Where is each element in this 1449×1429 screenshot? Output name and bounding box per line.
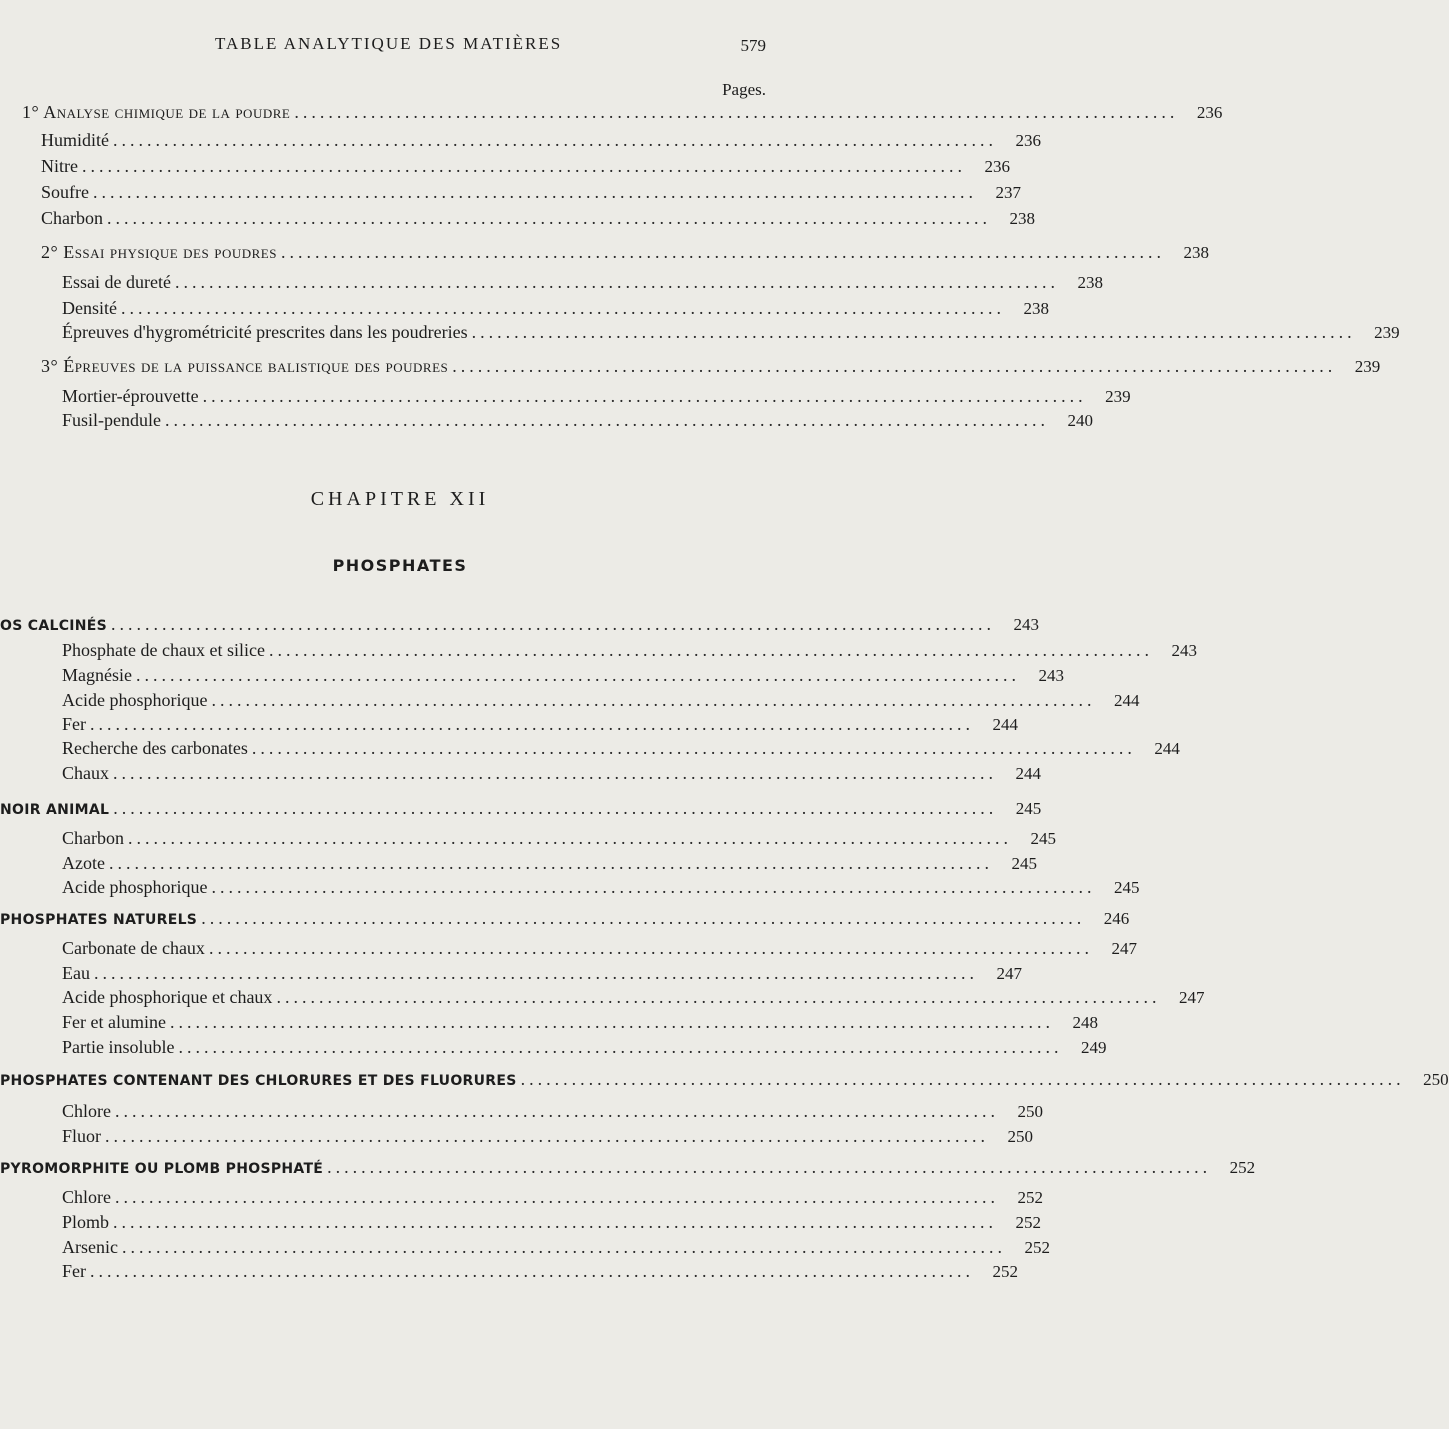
pages-column-label: Pages.: [722, 80, 766, 99]
toc-page-number: 239: [1354, 357, 1381, 376]
chapter-title: CHAPITRE XII: [310, 488, 490, 510]
toc-heading-row: [0, 906, 1130, 930]
leader-dots: ........................................................................................................: [108, 853, 993, 873]
leader-dots: ........................................................................................................: [90, 714, 974, 734]
leader-dots: ........................................................................................................: [113, 1212, 998, 1232]
leader-dots: ........................................................................................................: [128, 828, 1012, 848]
toc-page-number: 252: [1015, 1213, 1042, 1232]
toc-page-number: 239: [1374, 323, 1400, 342]
toc-heading-label: 2° Essai physique des poudres: [41, 242, 277, 262]
toc-entry-row: [0, 1010, 1098, 1034]
toc-entry-label: Fer: [62, 714, 86, 734]
toc-page-number: 236: [1196, 103, 1223, 122]
toc-page-number: 249: [1080, 1038, 1107, 1057]
leader-dots: ........................................................................................................: [174, 272, 1059, 292]
leader-dots: ........................................................................................................: [276, 987, 1161, 1007]
toc-entry-row: [0, 1210, 1042, 1234]
toc-heading-label: PHOSPHATES NATURELS: [0, 912, 198, 928]
leader-dots: ........................................................................................................: [105, 1126, 990, 1146]
page-number: 579: [740, 36, 766, 55]
toc-page-number: 252: [1017, 1188, 1043, 1207]
toc-page-number: 243: [1038, 666, 1064, 685]
toc-entry-row: [0, 1235, 1050, 1259]
toc-heading-label: 1° Analyse chimique de la poudre: [22, 102, 291, 122]
toc-heading-label: 3° Épreuves de la puissance balistique des poudres: [41, 356, 449, 376]
toc-entry-row: [0, 851, 1037, 875]
toc-entry-label: Phosphate de chaux et silice: [62, 640, 265, 660]
toc-entry-label: Mortier-éprouvette: [62, 386, 199, 406]
toc-entry-row: [0, 985, 1205, 1009]
toc-page-number: 245: [1011, 854, 1037, 873]
toc-entry-row: [0, 961, 1022, 985]
toc-entry-row: [0, 408, 1093, 432]
toc-entry-row: [0, 761, 1041, 785]
running-title: TABLE ANALYTIQUE DES MATIÈRES: [215, 34, 563, 53]
toc-heading-row: [0, 240, 1209, 264]
toc-entry-label: Essai de dureté: [62, 272, 171, 292]
toc-heading-row: [0, 1067, 1449, 1091]
leader-dots: ........................................................................................................: [211, 877, 1096, 897]
toc-entry-label: Densité: [62, 298, 117, 318]
leader-dots: ........................................................................................................: [120, 298, 1005, 318]
leader-dots: ........................................................................................................: [90, 1261, 974, 1281]
toc-heading-label: OS CALCINÉS: [0, 618, 108, 634]
toc-page-number: 250: [1423, 1070, 1449, 1089]
toc-entry-label: Fer et alumine: [62, 1012, 166, 1032]
toc-entry-label: Humidité: [41, 130, 109, 150]
toc-entry-row: [0, 128, 1041, 152]
toc-page-number: 239: [1105, 387, 1131, 406]
leader-dots: ........................................................................................................: [113, 130, 997, 150]
toc-heading-row: [0, 796, 1042, 820]
toc-page-number: 245: [1030, 829, 1056, 848]
toc-entry-row: [0, 1185, 1043, 1209]
leader-dots: ........................................................................................................: [115, 1187, 999, 1207]
leader-dots: ........................................................................................................: [280, 242, 1165, 262]
toc-page-number: 237: [995, 183, 1021, 202]
toc-page-number: 247: [1178, 988, 1205, 1007]
leader-dots: ........................................................................................................: [81, 156, 966, 176]
toc-entry-row: [0, 1124, 1034, 1148]
leader-dots: ........................................................................................................: [169, 1012, 1054, 1032]
leader-dots: ........................................................................................................: [268, 640, 1153, 660]
toc-page-number: 240: [1067, 411, 1093, 430]
toc-page-number: 245: [1015, 799, 1042, 818]
toc-entry-row: [0, 826, 1056, 850]
toc-heading-row: [0, 1155, 1256, 1179]
toc-entry-label: Acide phosphorique et chaux: [62, 987, 273, 1007]
toc-entry-label: Carbonate de chaux: [62, 938, 205, 958]
toc-page-number: 247: [996, 964, 1022, 983]
toc-page-number: 245: [1113, 878, 1140, 897]
toc-entry-row: [0, 154, 1010, 178]
leader-dots: ........................................................................................................: [208, 938, 1093, 958]
leader-dots: ........................................................................................................: [294, 102, 1179, 122]
leader-dots: ........................................................................................................: [178, 1037, 1063, 1057]
toc-page-number: 244: [1015, 764, 1041, 783]
leader-dots: ........................................................................................................: [202, 386, 1087, 406]
toc-page-number: 244: [992, 715, 1018, 734]
leader-dots: ........................................................................................................: [93, 182, 977, 202]
toc-entry-label: Plomb: [62, 1212, 110, 1232]
toc-entry-label: Fer: [62, 1261, 86, 1281]
toc-entry-row: [0, 663, 1064, 687]
toc-heading-row: [0, 612, 1040, 636]
leader-dots: ........................................................................................................: [165, 410, 1049, 430]
leader-dots: ........................................................................................................: [115, 1101, 999, 1121]
toc-page-number: 238: [1023, 299, 1049, 318]
toc-entry-label: Magnésie: [62, 665, 132, 685]
toc-entry-label: Recherche des carbonates: [62, 738, 248, 758]
leader-dots: ........................................................................................................: [113, 798, 998, 818]
toc-page-number: 238: [1009, 209, 1035, 228]
toc-entry-row: [0, 712, 1018, 736]
toc-page-number: 244: [1113, 691, 1140, 710]
leader-dots: ........................................................................................................: [107, 208, 991, 228]
toc-page-number: 238: [1077, 273, 1103, 292]
toc-entry-label: Fusil-pendule: [62, 410, 161, 430]
toc-heading-label: PHOSPHATES CONTENANT DES CHLORURES ET DES FLUORURES: [0, 1073, 517, 1089]
toc-entry-row: [0, 936, 1137, 960]
toc-entry-row: [0, 180, 1021, 204]
toc-entry-row: [0, 1259, 1018, 1283]
toc-entry-label: Nitre: [41, 156, 78, 176]
toc-page-number: 238: [1183, 243, 1209, 262]
leader-dots: ........................................................................................................: [113, 763, 997, 783]
toc-heading-label: NOIR ANIMAL: [0, 802, 110, 818]
toc-entry-row: [0, 270, 1103, 294]
toc-entry-row: [0, 206, 1035, 230]
leader-dots: ........................................................................................................: [452, 356, 1337, 376]
leader-dots: ........................................................................................................: [211, 690, 1096, 710]
toc-entry-row: [0, 384, 1131, 408]
leader-dots: ........................................................................................................: [201, 908, 1086, 928]
leader-dots: ........................................................................................................: [327, 1157, 1212, 1177]
leader-dots: ........................................................................................................: [93, 963, 978, 983]
toc-entry-label: Arsenic: [62, 1237, 118, 1257]
toc-page-number: 243: [1013, 615, 1040, 634]
toc-entry-label: Charbon: [41, 208, 103, 228]
toc-page-number: 250: [1007, 1127, 1034, 1146]
leader-dots: ........................................................................................................: [111, 614, 996, 634]
leader-dots: ........................................................................................................: [135, 665, 1020, 685]
toc-heading-row: [0, 354, 1381, 378]
toc-entry-label: Partie insoluble: [62, 1037, 175, 1057]
toc-entry-label: Fluor: [62, 1126, 102, 1146]
section-title: PHOSPHATES: [332, 556, 468, 575]
toc-page-number: 252: [992, 1262, 1018, 1281]
leader-dots: ........................................................................................................: [121, 1237, 1006, 1257]
toc-entry-label: Acide phosphorique: [62, 690, 208, 710]
toc-entry-row: [0, 875, 1140, 899]
toc-entry-row: [0, 320, 1400, 344]
toc-page-number: 247: [1111, 939, 1137, 958]
toc-entry-label: Soufre: [41, 182, 89, 202]
toc-page-number: 252: [1024, 1238, 1050, 1257]
toc-entry-label: Eau: [62, 963, 90, 983]
leader-dots: ........................................................................................................: [471, 322, 1356, 342]
toc-entry-row: [0, 638, 1197, 662]
toc-entry-row: [0, 1035, 1107, 1059]
toc-entry-row: [0, 688, 1140, 712]
running-header: [0, 34, 800, 58]
toc-entry-label: Chlore: [62, 1187, 111, 1207]
toc-page-number: 250: [1017, 1102, 1043, 1121]
toc-entry-label: Chlore: [62, 1101, 111, 1121]
toc-page-number: 252: [1229, 1158, 1256, 1177]
toc-entry-label: Chaux: [62, 763, 109, 783]
toc-entry-label: Épreuves d'hygrométricité prescrites dans les poudreries: [62, 322, 468, 342]
toc-page-number: 244: [1154, 739, 1180, 758]
toc-entry-row: [0, 736, 1180, 760]
toc-entry-label: Charbon: [62, 828, 124, 848]
toc-page-number: 243: [1171, 641, 1197, 660]
toc-entry-label: Azote: [62, 853, 105, 873]
toc-entry-row: [0, 1099, 1043, 1123]
toc-heading-label: PYROMORPHITE OU PLOMB PHOSPHATÉ: [0, 1161, 324, 1177]
leader-dots: ........................................................................................................: [251, 738, 1136, 758]
toc-page-number: 236: [984, 157, 1010, 176]
toc-entry-label: Acide phosphorique: [62, 877, 208, 897]
toc-heading-row: [0, 100, 1223, 124]
toc-page-number: 248: [1072, 1013, 1098, 1032]
toc-page-number: 236: [1015, 131, 1041, 150]
toc-entry-row: [0, 296, 1049, 320]
toc-page-number: 246: [1103, 909, 1130, 928]
leader-dots: ........................................................................................................: [520, 1069, 1405, 1089]
